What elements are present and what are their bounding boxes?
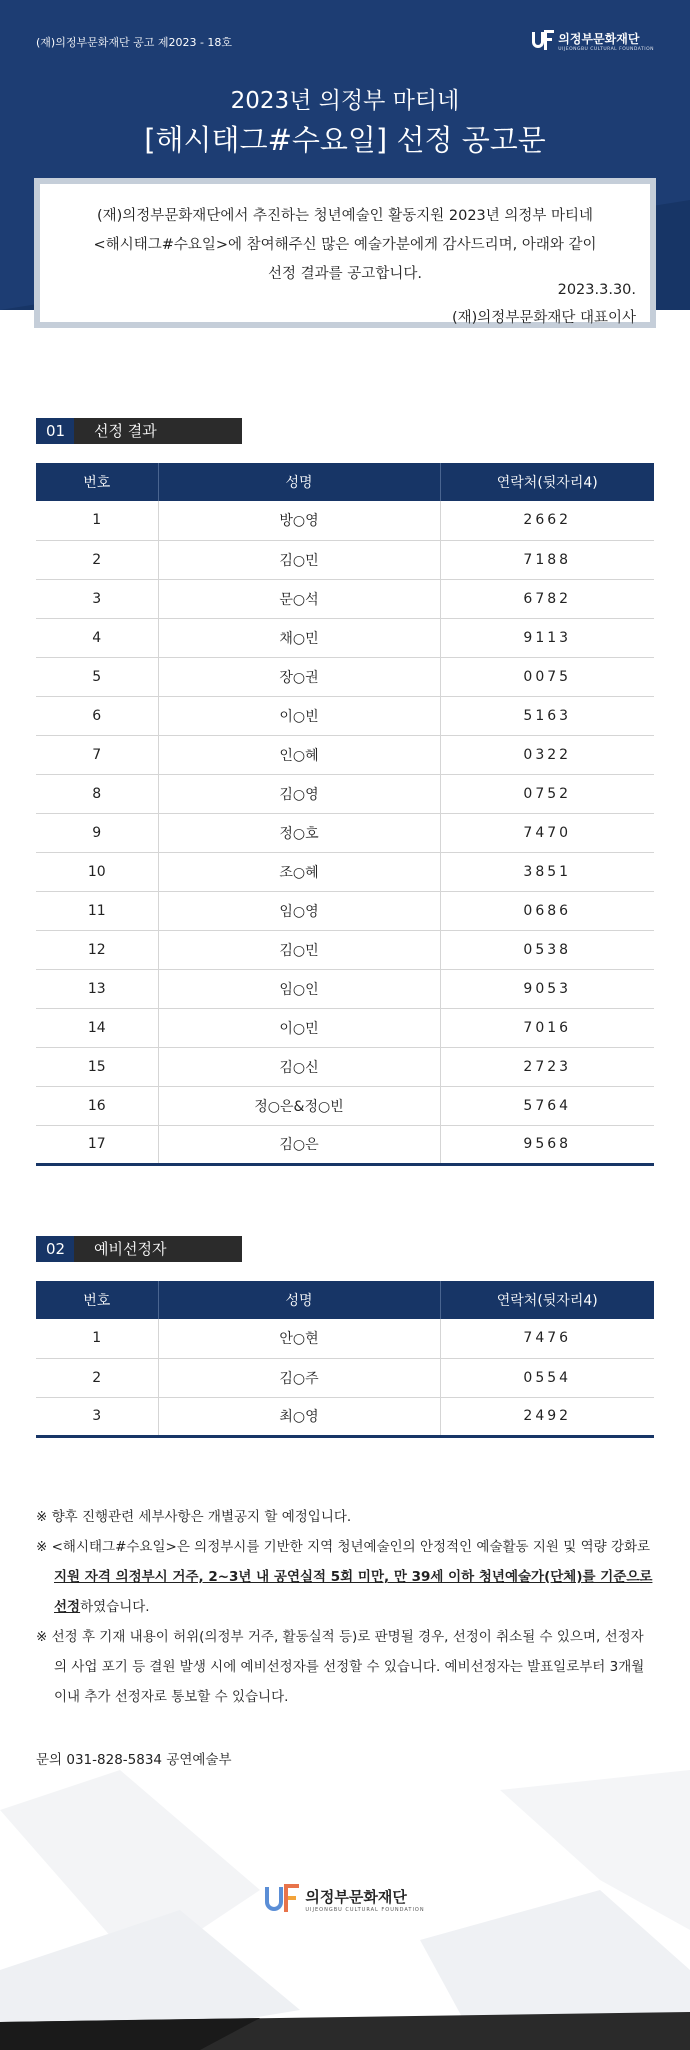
reserve-table-body [36,1319,654,1436]
cell-contact: 7016 [440,1008,654,1047]
cell-name: 임○영 [158,891,440,930]
cell-name: 김○주 [158,1358,440,1397]
cell-name: 김○민 [158,930,440,969]
cell-number: 1 [36,1319,158,1358]
column-header-contact: 연락처(뒷자리4) [440,1281,654,1319]
notes-block [36,1502,656,1712]
section-title: 예비선정자 [74,1236,242,1262]
table-row [36,813,654,852]
cell-number: 16 [36,1086,158,1125]
foundation-logo [532,30,654,52]
table-row [36,852,654,891]
cell-contact: 7188 [440,540,654,579]
cell-contact: 2662 [440,501,654,540]
footer-logo-english: UIJEONGBU CULTURAL FOUNDATION [305,1906,425,1913]
cell-number: 2 [36,1358,158,1397]
section-number: 02 [36,1236,74,1262]
cell-name: 최○영 [158,1397,440,1436]
table-row [36,1086,654,1125]
table-row [36,1047,654,1086]
cell-name: 정○은&정○빈 [158,1086,440,1125]
column-header-name: 성명 [158,463,440,501]
intro-message [40,202,650,289]
table-row [36,774,654,813]
cell-name: 채○민 [158,618,440,657]
column-header-number: 번호 [36,463,158,501]
cell-name: 김○신 [158,1047,440,1086]
intro-line-3: 선정 결과를 공고합니다. [268,266,422,282]
cell-contact: 5163 [440,696,654,735]
inquiry-contact: 문의 031-828-5834 공연예술부 [36,1752,232,1768]
column-header-contact: 연락처(뒷자리4) [440,463,654,501]
note-1: ※ 향후 진행관련 세부사항은 개별공지 할 예정입니다. [36,1509,352,1525]
cell-number: 4 [36,618,158,657]
results-table [36,463,654,1166]
section-number: 01 [36,418,74,444]
page-title-line2: [해시태그#수요일] 선정 공고문 [144,123,546,157]
footer-logo-name: 의정부문화재단 [305,1887,407,1906]
cell-number: 3 [36,1397,158,1436]
uf-logo-icon [265,1884,299,1914]
intro-line-2: <해시태그#수요일>에 참여해주신 많은 예술가분에게 감사드리며, 아래와 같이 [93,237,597,253]
notice-number: (재)의정부문화재단 공고 제2023 - 18호 [36,36,233,49]
cell-name: 안○현 [158,1319,440,1358]
cell-number: 12 [36,930,158,969]
intro-line-1: (재)의정부문화재단에서 추진하는 청년예술인 활동지원 2023년 의정부 마티네 [96,208,594,224]
footer-bottom-bar [0,2012,690,2050]
cell-name: 인○혜 [158,735,440,774]
table-row [36,930,654,969]
cell-contact: 2723 [440,1047,654,1086]
table-row [36,579,654,618]
cell-number: 8 [36,774,158,813]
cell-number: 7 [36,735,158,774]
cell-number: 2 [36,540,158,579]
cell-name: 이○민 [158,1008,440,1047]
cell-contact: 6782 [440,579,654,618]
cell-contact: 7476 [440,1319,654,1358]
cell-name: 방○영 [158,501,440,540]
intro-box [34,178,656,328]
table-row [36,1008,654,1047]
table-row [36,1358,654,1397]
cell-contact: 5764 [440,1086,654,1125]
cell-number: 11 [36,891,158,930]
column-header-name: 성명 [158,1281,440,1319]
table-row [36,735,654,774]
table-row [36,1319,654,1358]
cell-number: 6 [36,696,158,735]
note-2-text: ※ <해시태그#수요일>은 의정부시를 기반한 지역 청년예술인의 안정적인 예술활동 지원 및 역량 강화로 [36,1539,651,1555]
cell-number: 1 [36,501,158,540]
cell-name: 장○권 [158,657,440,696]
note-2-ending: 하였습니다. [80,1599,150,1615]
table-row [36,618,654,657]
cell-name: 임○인 [158,969,440,1008]
cell-number: 5 [36,657,158,696]
table-row [36,501,654,540]
cell-number: 14 [36,1008,158,1047]
cell-number: 17 [36,1125,158,1164]
cell-contact: 2492 [440,1397,654,1436]
footer-logo [0,1884,690,1914]
uf-logo-icon [532,30,554,52]
cell-contact: 0538 [440,930,654,969]
cell-number: 15 [36,1047,158,1086]
column-header-number: 번호 [36,1281,158,1319]
cell-contact: 0686 [440,891,654,930]
cell-number: 13 [36,969,158,1008]
results-table-body [36,501,654,1164]
cell-contact: 0322 [440,735,654,774]
section-label-reserve [36,1236,242,1262]
cell-name: 김○은 [158,1125,440,1164]
table-row [36,1397,654,1436]
table-row [36,969,654,1008]
page-title-line1: 2023년 의정부 마티네 [230,88,460,114]
logo-name: 의정부문화재단 [558,32,640,46]
cell-contact: 9113 [440,618,654,657]
section-label-results [36,418,242,444]
cell-number: 3 [36,579,158,618]
section-title: 선정 결과 [74,418,242,444]
reserve-table [36,1281,654,1438]
cell-contact: 9053 [440,969,654,1008]
cell-name: 문○석 [158,579,440,618]
cell-name: 김○민 [158,540,440,579]
note-2-emphasis: 지원 자격 의정부시 거주, 2~3년 내 공연실적 5회 미만, 만 39세 이하 청년예술가(단체)를 기준으로 선정 [54,1569,653,1615]
table-row [36,891,654,930]
cell-name: 이○빈 [158,696,440,735]
table-row [36,657,654,696]
cell-contact: 3851 [440,852,654,891]
notice-date: 2023.3.30. [557,282,636,298]
cell-name: 정○호 [158,813,440,852]
cell-number: 9 [36,813,158,852]
table-row [36,1125,654,1164]
cell-contact: 0554 [440,1358,654,1397]
logo-english: UIJEONGBU CULTURAL FOUNDATION [558,47,654,52]
note-2 [36,1532,656,1622]
notice-issuer: (재)의정부문화재단 대표이사 [451,310,636,326]
cell-contact: 9568 [440,1125,654,1164]
cell-contact: 0752 [440,774,654,813]
note-3: ※ 선정 후 기재 내용이 허위(의정부 거주, 활동실적 등)로 판명될 경우, 선정이 취소될 수 있으며, 선정자의 사업 포기 등 결원 발생 시에 예비선정자를 선정할 수 있습니다. 예비선정자는 발표일로부터 3개월 이내 추가 선정자로 통보할 수 있습니다. [36,1629,645,1705]
table-row [36,540,654,579]
cell-name: 김○영 [158,774,440,813]
cell-name: 조○혜 [158,852,440,891]
cell-contact: 0075 [440,657,654,696]
cell-contact: 7470 [440,813,654,852]
table-row [36,696,654,735]
cell-number: 10 [36,852,158,891]
